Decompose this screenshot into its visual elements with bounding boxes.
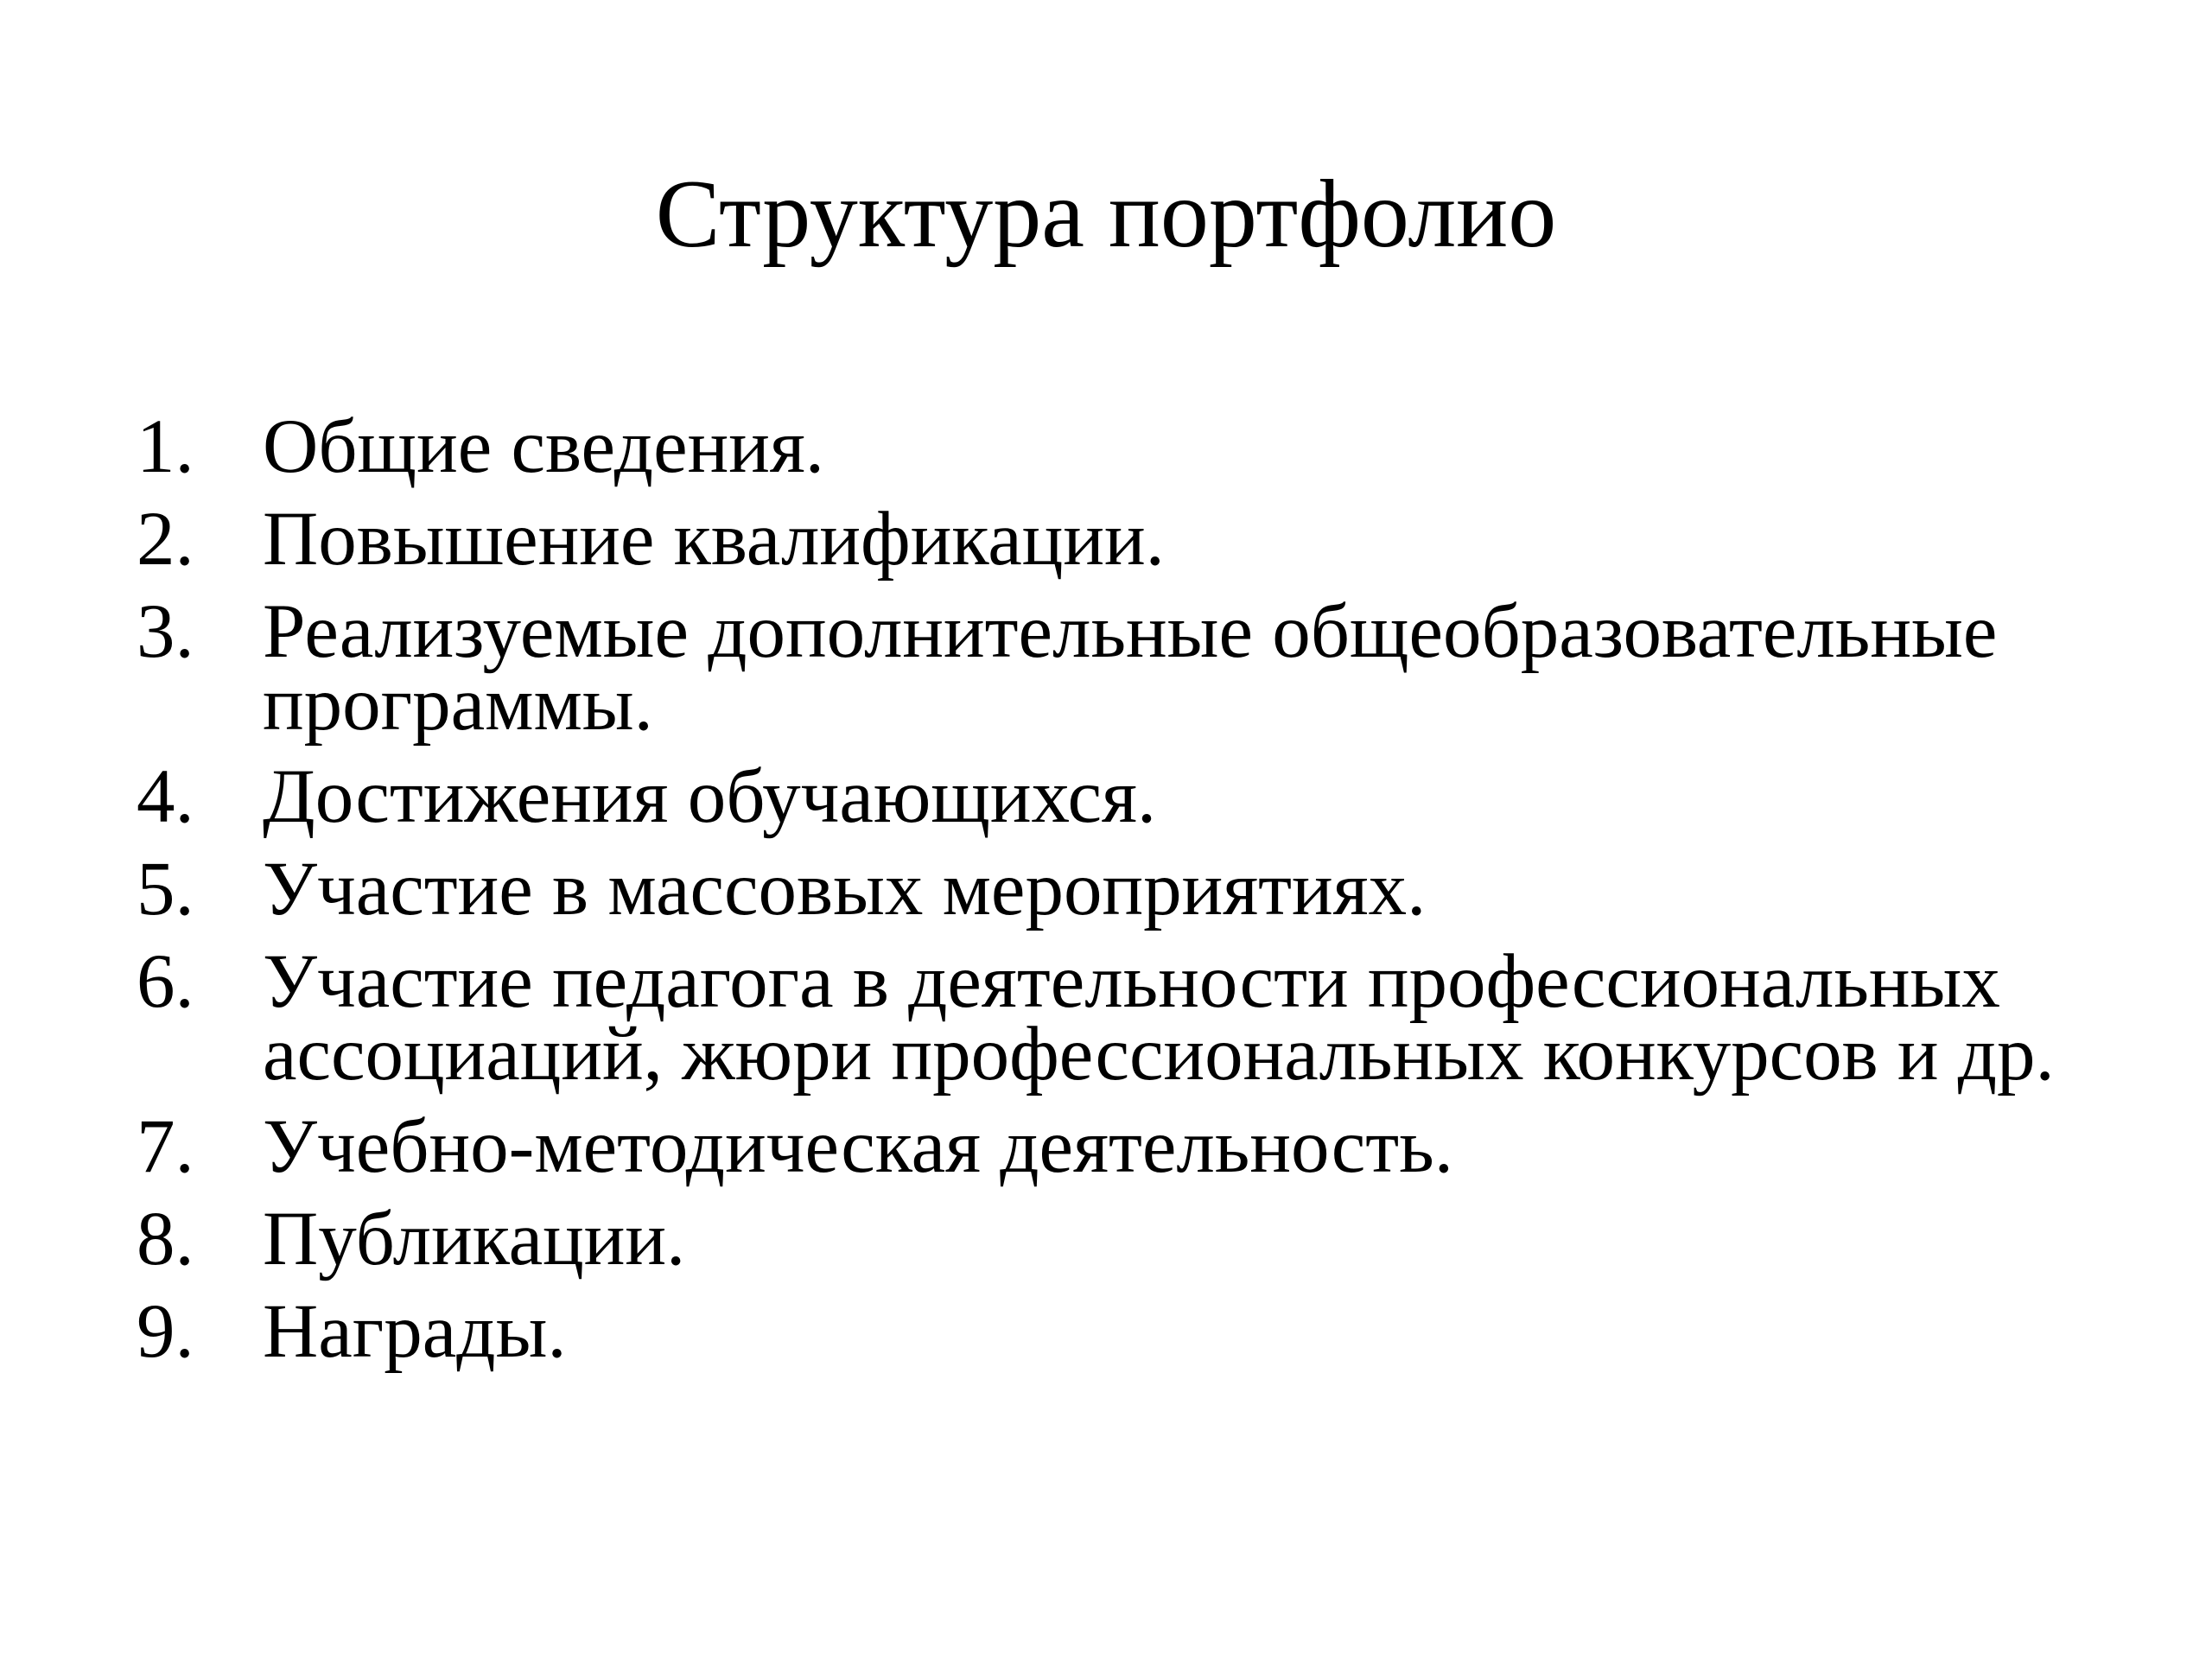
- list-item-number: 9.: [137, 1289, 194, 1374]
- list-item-number: 6.: [137, 939, 194, 1024]
- list-item-text: Достижения обучающихся.: [263, 754, 1157, 839]
- list-item-text: Награды.: [263, 1289, 567, 1374]
- structure-list: [137, 404, 2176, 1388]
- list-item-text: Участие в массовых мероприятиях.: [263, 847, 1427, 931]
- list-item-number: 3.: [137, 589, 194, 674]
- list-item-number: 5.: [137, 847, 194, 931]
- list-item-number: 4.: [137, 754, 194, 839]
- list-item: [137, 1197, 2176, 1281]
- list-item-text: Учебно-методическая деятельность.: [263, 1104, 1453, 1189]
- list-item-number: 7.: [137, 1104, 194, 1189]
- list-item: [137, 404, 2176, 489]
- list-item-number: 8.: [137, 1197, 194, 1281]
- list-item: [137, 847, 2176, 931]
- list-item-text: Повышение квалификации.: [263, 497, 1165, 582]
- list-item-number: 2.: [137, 497, 194, 582]
- list-item: [137, 1104, 2176, 1189]
- list-item: [137, 939, 2176, 1096]
- list-item: [137, 754, 2176, 839]
- list-item-text: Реализуемые дополнительные общеобразовательные программы.: [263, 589, 1998, 747]
- list-item: [137, 589, 2176, 747]
- list-item-text: Публикации.: [263, 1197, 686, 1281]
- list-item: [137, 1289, 2176, 1374]
- list-item: [137, 497, 2176, 582]
- list-item-text: Общие сведения.: [263, 404, 825, 489]
- slide-title: Структура портфолио: [655, 161, 1557, 268]
- list-item-number: 1.: [137, 404, 194, 489]
- list-item-text: Участие педагога в деятельности профессиональных ассоциаций, жюри профессиональных конкурсов и др.: [263, 939, 2055, 1096]
